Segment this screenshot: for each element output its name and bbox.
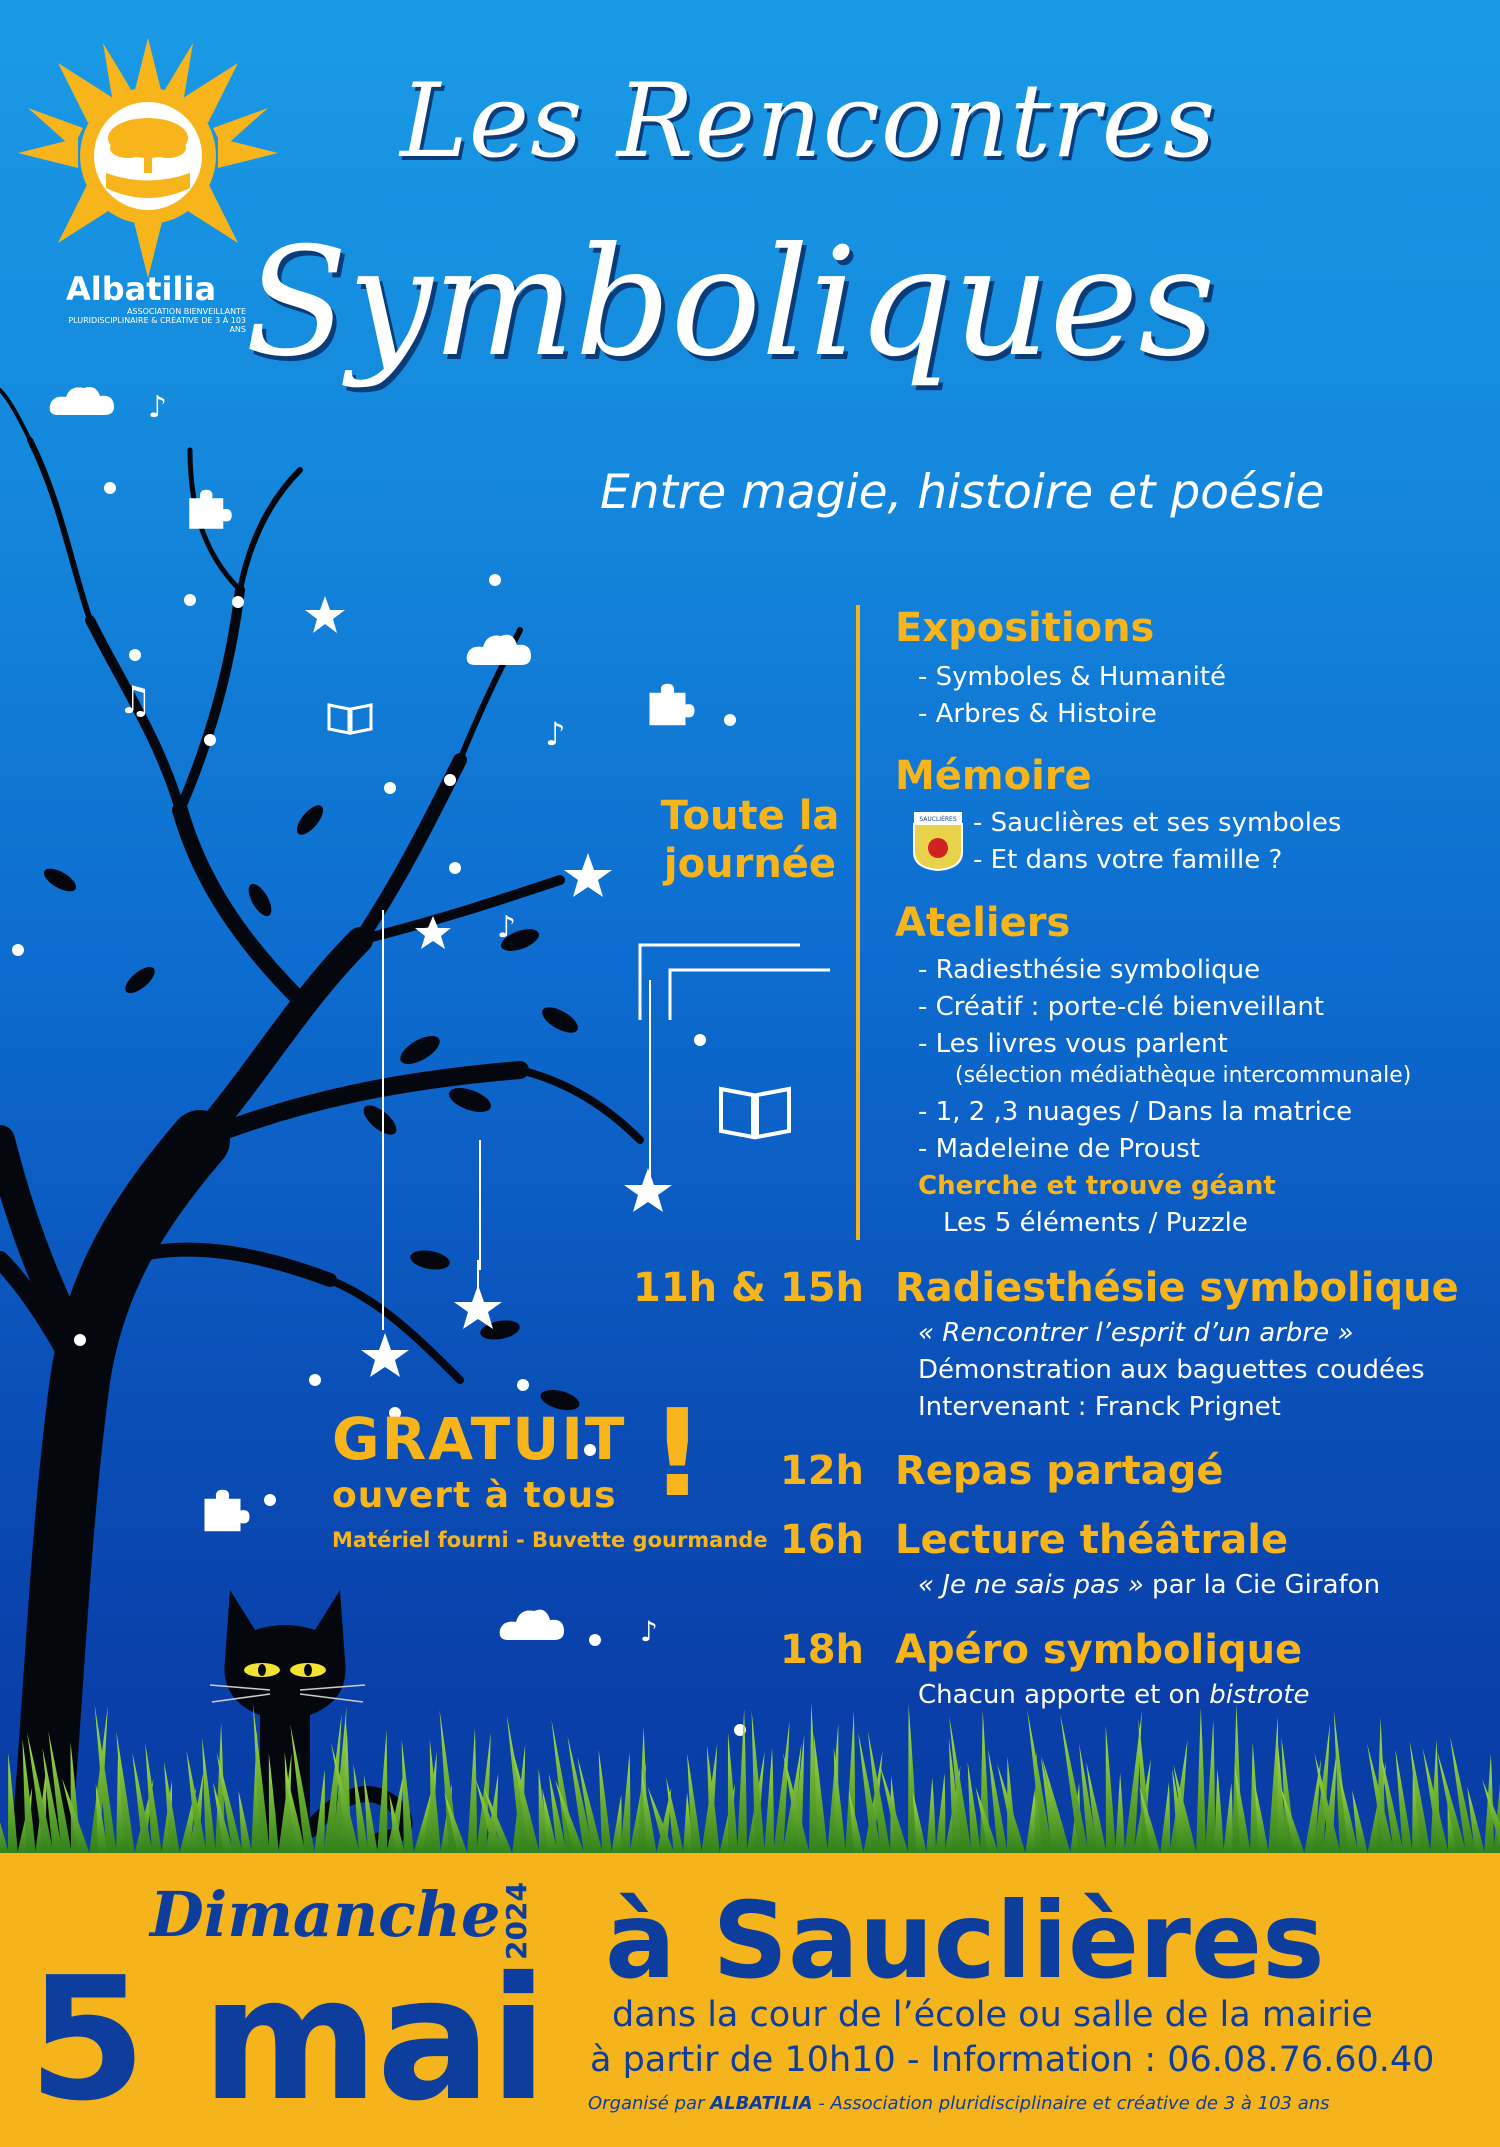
cloud-icon bbox=[498, 1600, 568, 1645]
exposition-item: - Arbres & Histoire bbox=[918, 699, 1157, 729]
grass-icon bbox=[0, 1700, 1500, 1855]
puzzle-piece-icon bbox=[200, 1488, 255, 1538]
schedule-line-start: Chacun apporte et on bbox=[918, 1680, 1210, 1710]
grass-blade bbox=[1214, 1769, 1224, 1855]
open-book-icon bbox=[715, 1075, 795, 1145]
grass-blade bbox=[1160, 1782, 1170, 1855]
music-note-icon: ♪ bbox=[545, 715, 566, 753]
schedule-time: 12h bbox=[779, 1448, 864, 1494]
title-line-1: Les Rencontres bbox=[400, 62, 1217, 181]
title-line-2: Symboliques bbox=[245, 216, 1216, 390]
atelier-item: - Radiesthésie symbolique bbox=[918, 955, 1261, 985]
schedule-time: 18h bbox=[779, 1627, 864, 1673]
grass-blade bbox=[1196, 1708, 1206, 1855]
grass-blade bbox=[1025, 1789, 1035, 1855]
schedule-line-rest: par la Cie Girafon bbox=[1143, 1570, 1381, 1600]
expositions-title: Expositions bbox=[895, 605, 1155, 651]
dowsing-rods-icon bbox=[630, 935, 840, 1025]
footer-where: dans la cour de l’école ou salle de la mairie bbox=[612, 1995, 1373, 2035]
memoire-item: - Sauclières et ses symboles bbox=[973, 808, 1342, 838]
footer-date: 5 mai bbox=[28, 1941, 546, 2139]
atelier-highlight: Cherche et trouve géant bbox=[918, 1171, 1276, 1201]
atelier-highlight-sub: Les 5 éléments / Puzzle bbox=[943, 1208, 1248, 1238]
logo-tagline: ASSOCIATION BIENVEILLANTE PLURIDISCIPLINAIRE & CRÉATIVE DE 3 À 103 ANS bbox=[68, 307, 246, 334]
schedule-line-italic: bistrote bbox=[1209, 1680, 1310, 1710]
grass-blade bbox=[467, 1728, 477, 1855]
music-note-icon: ♪ bbox=[148, 390, 168, 425]
grass-blade bbox=[737, 1709, 747, 1855]
schedule-title: Radiesthésie symbolique bbox=[895, 1265, 1459, 1311]
music-note-icon: ♪ bbox=[497, 910, 517, 945]
memoire-item: - Et dans votre famille ? bbox=[973, 845, 1283, 875]
grass-blade bbox=[1115, 1773, 1125, 1855]
free-note: Matériel fourni - Buvette gourmande bbox=[332, 1528, 768, 1552]
schedule-title: Repas partagé bbox=[895, 1448, 1224, 1494]
grass-blade bbox=[728, 1732, 738, 1855]
music-note-icon: ♫ bbox=[118, 678, 153, 722]
open-book-icon bbox=[325, 697, 375, 737]
atelier-item: - Les livres vous parlent bbox=[918, 1029, 1228, 1059]
schedule-line: « Rencontrer l’esprit d’un arbre » bbox=[918, 1318, 1354, 1348]
music-note-icon: ♪ bbox=[640, 1615, 658, 1648]
atelier-note: (sélection médiathèque intercommunale) bbox=[955, 1063, 1412, 1088]
exposition-item: - Symboles & Humanité bbox=[918, 662, 1227, 692]
footer-when: à partir de 10h10 - Information : 06.08.76.60.40 bbox=[590, 2040, 1435, 2080]
atelier-item: - Créatif : porte-clé bienveillant bbox=[918, 992, 1325, 1022]
puzzle-piece-icon bbox=[185, 488, 235, 538]
schedule-line bbox=[918, 1570, 1380, 1600]
schedule-time: 11h & 15h bbox=[632, 1265, 864, 1311]
divider-line bbox=[856, 605, 860, 1240]
exclamation-mark: ! bbox=[650, 1385, 705, 1524]
grass-blade bbox=[1205, 1720, 1215, 1855]
all-day-label: Toute la journée bbox=[660, 793, 840, 887]
grass-blade bbox=[8, 1753, 18, 1855]
grass-blade bbox=[611, 1794, 622, 1855]
grass-blade bbox=[1268, 1717, 1278, 1855]
ateliers-title: Ateliers bbox=[895, 900, 1071, 946]
schedule-title: Lecture théâtrale bbox=[895, 1517, 1289, 1563]
footer-year: 2024 bbox=[500, 1882, 533, 1960]
grass-blade bbox=[402, 1739, 414, 1855]
schedule-line: Démonstration aux baguettes coudées bbox=[918, 1355, 1425, 1385]
grass-blade bbox=[314, 1769, 325, 1855]
grass-blade bbox=[935, 1773, 945, 1855]
schedule-title: Apéro symbolique bbox=[895, 1627, 1303, 1673]
organiser-name: ALBATILIA bbox=[710, 2093, 813, 2114]
coat-of-arms-icon bbox=[912, 812, 964, 872]
grass-blade bbox=[620, 1752, 630, 1855]
footer-day: Dimanche bbox=[150, 1878, 501, 1951]
grass-blade bbox=[926, 1778, 936, 1855]
atelier-item: - Madeleine de Proust bbox=[918, 1134, 1200, 1164]
grass-blade bbox=[377, 1730, 387, 1855]
free-title: GRATUIT bbox=[332, 1405, 627, 1473]
memoire-title: Mémoire bbox=[895, 753, 1092, 799]
schedule-line-italic: « Je ne sais pas » bbox=[918, 1570, 1144, 1600]
subtitle: Entre magie, histoire et poésie bbox=[600, 465, 1325, 520]
grass-blade bbox=[1223, 1782, 1233, 1855]
grass-blade bbox=[0, 1784, 9, 1855]
schedule-time: 16h bbox=[779, 1517, 864, 1563]
schedule-line bbox=[918, 1680, 1309, 1710]
organiser-prefix: Organisé par bbox=[588, 2093, 711, 2114]
grass-blade bbox=[599, 1750, 612, 1855]
puzzle-piece-icon bbox=[645, 682, 700, 732]
coat-of-arms-text: SAUCLIÈRES bbox=[919, 816, 957, 823]
sun-logo-icon bbox=[18, 38, 278, 278]
logo-name: Albatilia bbox=[66, 270, 217, 308]
cloud-icon bbox=[465, 625, 535, 670]
grass-blade bbox=[430, 1739, 441, 1855]
atelier-item: - 1, 2 ,3 nuages / Dans la matrice bbox=[918, 1097, 1353, 1127]
free-subtitle: ouvert à tous bbox=[332, 1475, 617, 1516]
grass-blade bbox=[202, 1738, 216, 1855]
cloud-icon bbox=[48, 380, 118, 420]
organiser-suffix: - Association pluridisciplinaire et créative de 3 à 103 ans bbox=[812, 2093, 1330, 2114]
footer-place: à Sauclières bbox=[605, 1880, 1325, 2002]
grass-blade bbox=[269, 1753, 279, 1855]
grass-blade bbox=[1106, 1725, 1116, 1855]
footer-organiser bbox=[588, 2093, 1330, 2114]
grass-blade bbox=[764, 1748, 774, 1855]
schedule-line: Intervenant : Franck Prignet bbox=[918, 1392, 1281, 1422]
